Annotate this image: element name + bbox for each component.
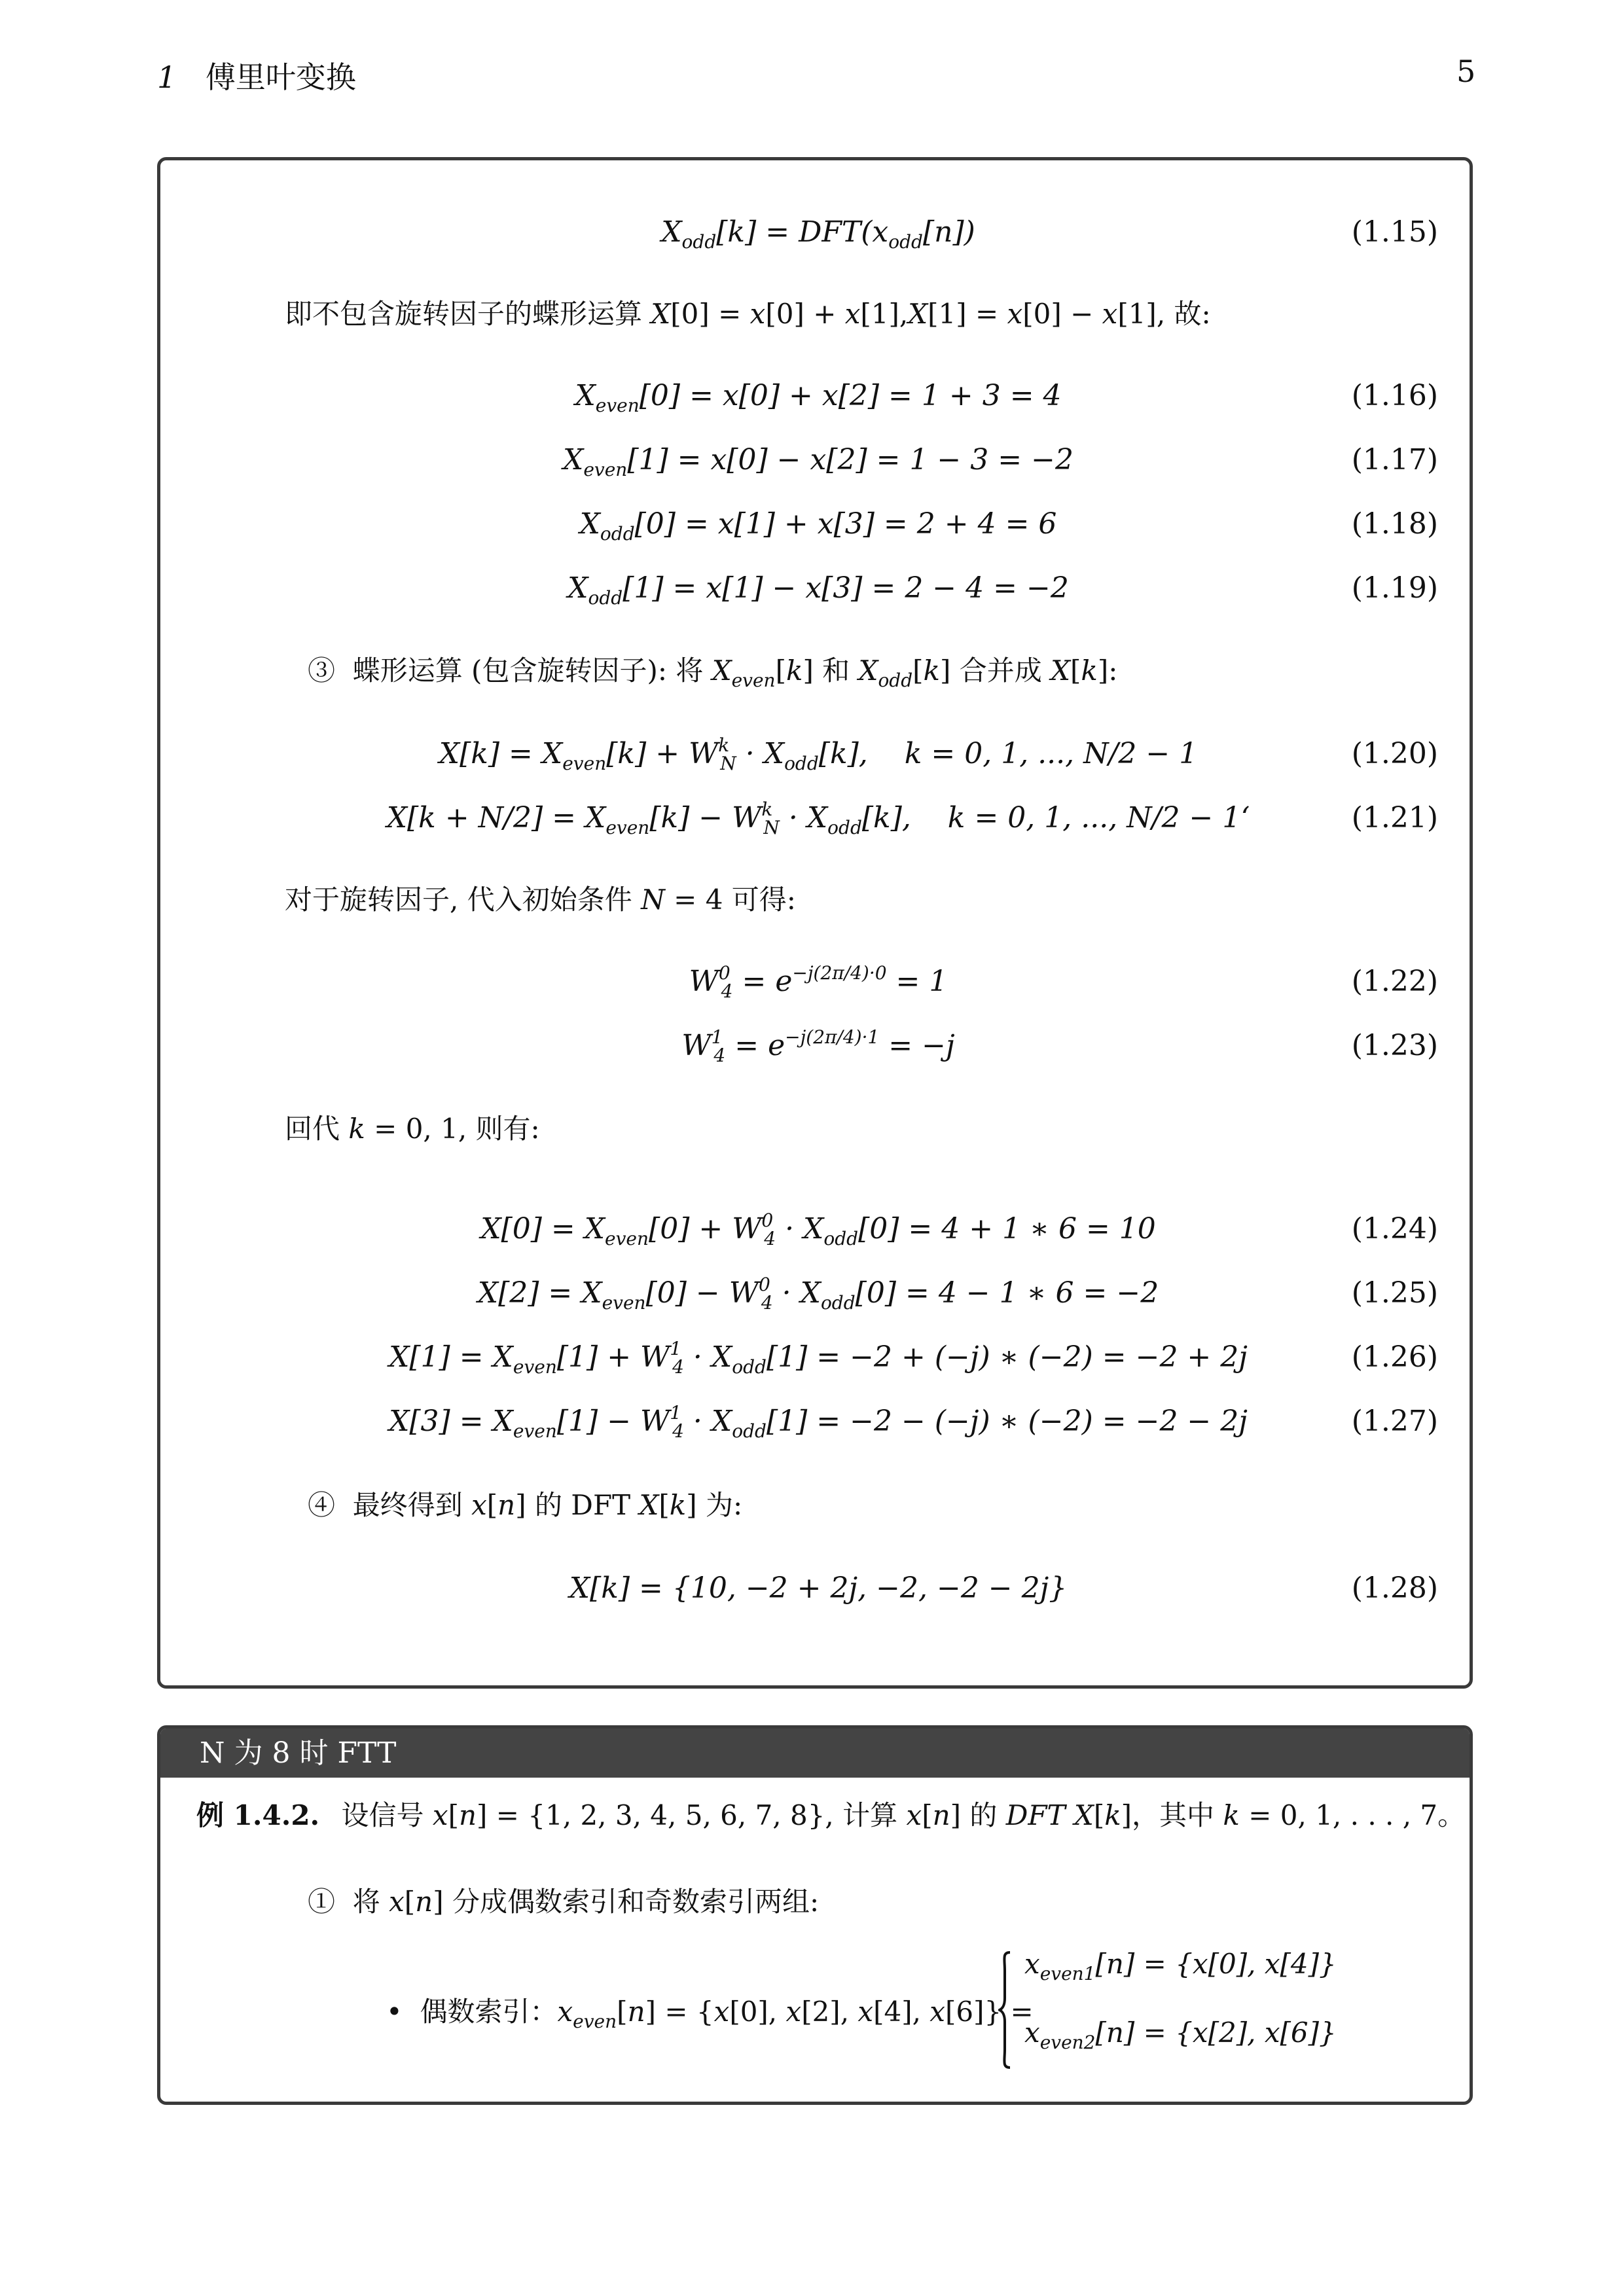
equation-1-17 <box>160 440 1476 480</box>
page-number: 5 <box>1456 54 1476 89</box>
paragraph-butterfly: 即不包含旋转因子的蝶形运算 X[0] = x[0] + x[1],X[1] = x[0] − x[1], 故: <box>285 298 1211 330</box>
equation-expr: $X_{odd}[k] = DFT(x_{odd}[n])$ <box>661 215 975 253</box>
equation-expr: $X[0] = X_{even}[0] + W^0_4 \cdot X_{odd}[0] = 4 + 1$ ∗ 6 = 10 <box>480 1210 1156 1249</box>
left-brace-icon <box>998 1951 1011 2069</box>
equation-expr: X[k] = {10, −2 + 2j, −2, −2 − 2j} <box>569 1571 1068 1605</box>
example-statement <box>196 1794 1465 1833</box>
equation-number: (1.21) <box>1351 801 1438 834</box>
equation-number: (1.23) <box>1351 1029 1438 1062</box>
equation-1-24 <box>160 1210 1476 1249</box>
example-box-n4 <box>157 157 1473 1689</box>
running-header <box>157 54 356 97</box>
example-label: 例 1.4.2. <box>196 1799 320 1831</box>
equation-expr: $X_{odd}[0] = x[1] + x[3] = 2 + 4 = 6$ <box>579 507 1057 545</box>
equation-number: (1.20) <box>1351 737 1438 770</box>
equation-expr: $X[3] = X_{even}[1] - W^1_4 \cdot X_{odd}[1] = -2 - (-j)$ ∗ (−2) = −2 − 2j <box>389 1402 1248 1442</box>
equation-number: (1.16) <box>1351 379 1438 412</box>
equation-expr: $X[k + N/2] = X_{even}[k] - W^k_N \cdot X_{odd}[k]$, k = 0, 1, ..., N/2 − 1‘ <box>386 798 1250 838</box>
equation-number: (1.22) <box>1351 965 1438 998</box>
equation-number: (1.28) <box>1351 1571 1438 1605</box>
equation-expr: $X[1] = X_{even}[1] + W^1_4 \cdot X_{odd}[1] = -2 + (-j)$ ∗ (−2) = −2 + 2j <box>389 1338 1248 1378</box>
equation-expr: $W^0_4 = e^{-j(2\pi/4)\cdot 0} = 1$ <box>689 962 948 1002</box>
case-even2: $x_{even2}[n] = \{x[2]$, x[6]} <box>1024 2017 1337 2053</box>
equation-number: (1.15) <box>1351 215 1438 249</box>
equation-1-15 <box>160 213 1476 252</box>
equation-1-25 <box>160 1274 1476 1313</box>
bullet-even-index: • 偶数索引：$x_{even}[n] = \{x[0]$, x[2], x[4], x[6]} = <box>386 1996 1034 2032</box>
box-title: N 为 8 时 FTT <box>160 1729 1470 1778</box>
equation-expr: $X[2] = X_{even}[0] - W^0_4 \cdot X_{odd}[0] = 4 - 1$ ∗ 6 = −2 <box>477 1274 1159 1314</box>
equation-number: (1.19) <box>1351 571 1438 605</box>
equation-number: (1.17) <box>1351 443 1438 476</box>
example-text: 设信号 x[n] = {1, 2, 3, 4, 5, 6, 7, 8}, 计算 x[n] 的 DFT X[k]，其中 k = 0, 1, . . . , 7。 <box>341 1799 1466 1831</box>
equation-1-18 <box>160 505 1476 544</box>
equation-1-22 <box>160 962 1476 1001</box>
paragraph-twiddle: 对于旋转因子, 代入初始条件 N = 4 可得: <box>285 884 796 916</box>
equation-1-20 <box>160 734 1476 774</box>
equation-expr: $X[k] = X_{even}[k] + W^k_N \cdot X_{odd}[k]$, k = 0, 1, ..., N/2 − 1 <box>439 734 1198 774</box>
equation-1-26 <box>160 1338 1476 1377</box>
equation-1-27 <box>160 1402 1476 1441</box>
equation-1-21 <box>160 798 1476 838</box>
equation-number: (1.27) <box>1351 1405 1438 1438</box>
equation-number: (1.18) <box>1351 507 1438 541</box>
equation-number: (1.25) <box>1351 1276 1438 1310</box>
equation-expr: $X_{odd}[1] = x[1] - x[3] = 2 - 4 = -2$ <box>568 571 1069 609</box>
example-box-n8 <box>157 1725 1473 2105</box>
equation-1-28 <box>160 1569 1476 1608</box>
chapter-number: 1 <box>157 60 177 95</box>
paragraph-backsub: 回代 k = 0, 1, 则有: <box>285 1113 540 1145</box>
step-1-text: ① 将 x[n] 分成偶数索引和奇数索引两组: <box>308 1886 820 1918</box>
equation-number: (1.24) <box>1351 1212 1438 1246</box>
equation-expr: $X_{even}[1] = x[0] - x[2] = 1 - 3 = -2$ <box>563 443 1074 480</box>
equation-expr: $W^1_4 = e^{-j(2\pi/4)\cdot 1} = -j$ <box>681 1026 955 1066</box>
equation-1-19 <box>160 569 1476 608</box>
step-3-text: ③ 蝶形运算 (包含旋转因子): 将 $X_{even}[k]$ 和 $X_{odd}[k]$ 合并成 X[k]: <box>308 655 1118 691</box>
chapter-title: 傅里叶变换 <box>205 60 356 95</box>
case-even1: $x_{even1}[n] = \{x[0]$, x[4]} <box>1024 1948 1337 1984</box>
equation-1-23 <box>160 1026 1476 1066</box>
equation-expr: $X_{even}[0] = x[0] + x[2] = 1 + 3 = 4$ <box>575 379 1062 416</box>
step-4-text: ④ 最终得到 x[n] 的 DFT X[k] 为: <box>308 1489 743 1521</box>
equation-number: (1.26) <box>1351 1340 1438 1374</box>
equation-1-16 <box>160 376 1476 416</box>
